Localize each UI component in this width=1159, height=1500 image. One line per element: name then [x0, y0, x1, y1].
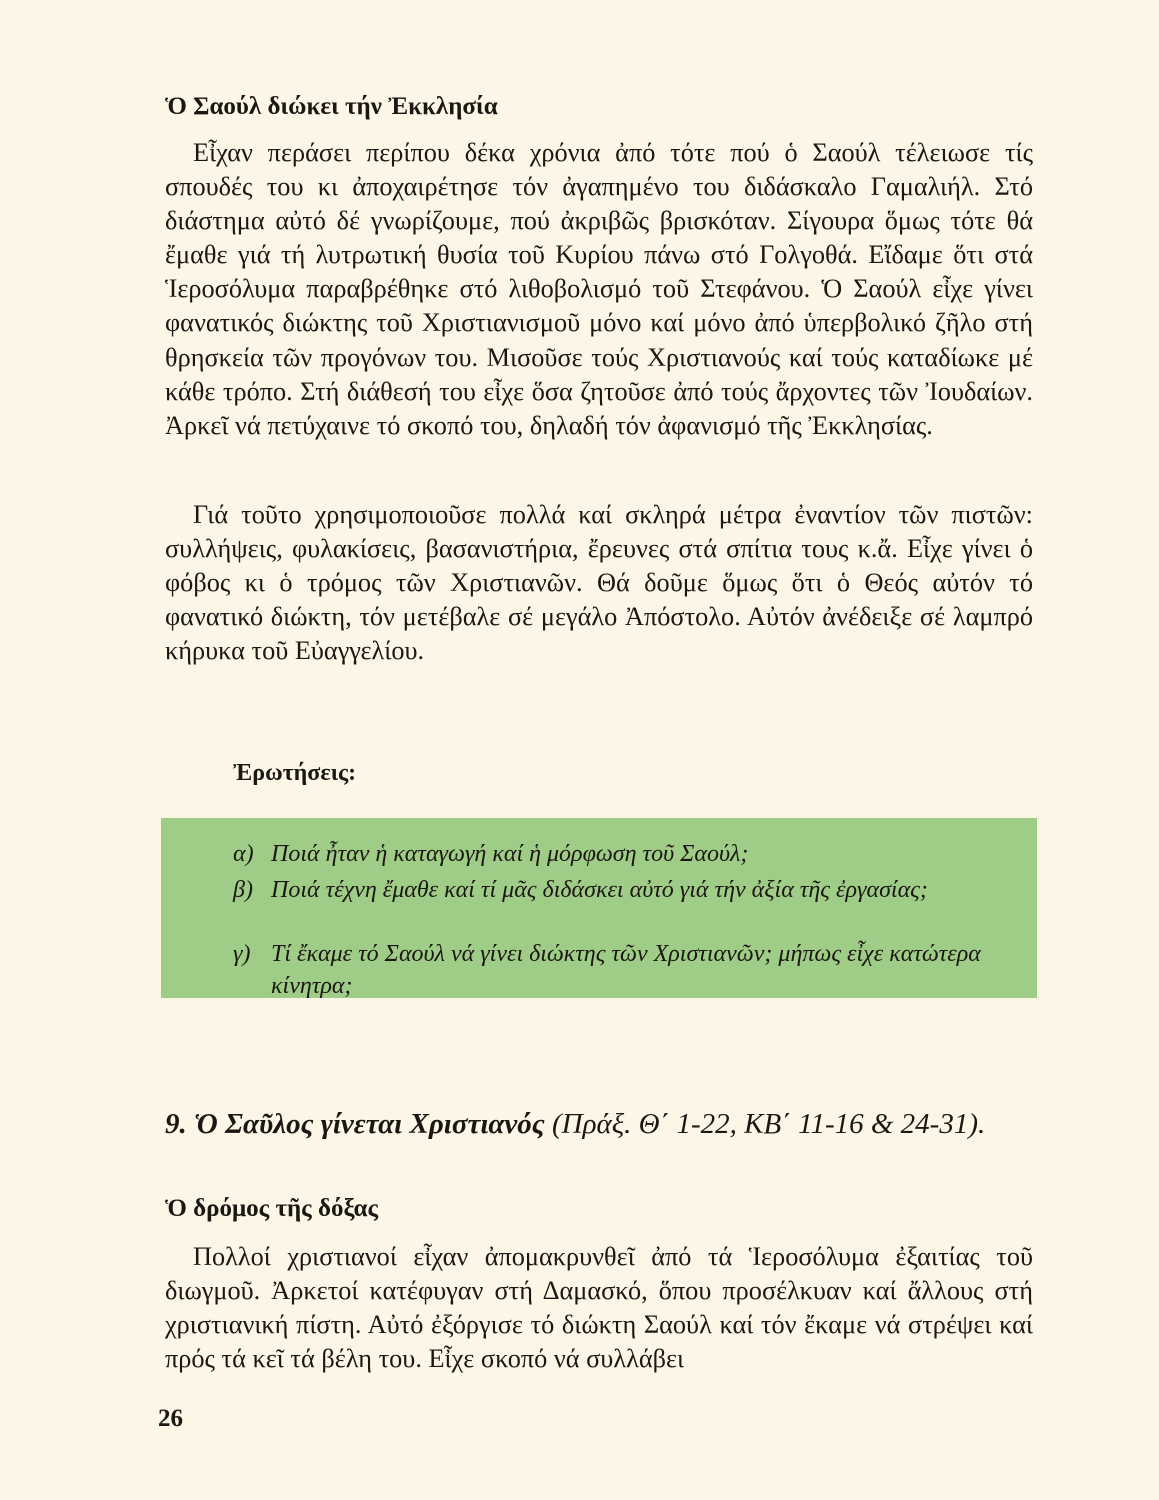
question-text: Ποιά ἦταν ἡ καταγωγή καί ἡ μόρφωση τοῦ Σαούλ;	[271, 841, 749, 867]
question-label: β)	[233, 877, 253, 903]
section-heading-persecution: Ὁ Σαούλ διώκει τήν Ἐκκλησία	[165, 93, 498, 120]
question-label: α)	[233, 841, 254, 867]
question-text: Ποιά τέχνη ἔμαθε καί τί μᾶς διδάσκει αὐτό γιά τήν ἀξία τῆς ἐργασίας;	[271, 877, 928, 903]
chapter-title: Ὁ Σαῦλος γίνεται Χριστιανός	[194, 1108, 545, 1140]
chapter-number: 9.	[165, 1108, 187, 1140]
page-number: 26	[158, 1405, 183, 1432]
question-text: Τί ἔκαμε τό Σαούλ νά γίνει διώκτης τῶν Χριστιανῶν; μήπως εἶχε κατώτερα κίνητρα;	[271, 941, 981, 999]
paragraph-3: Πολλοί χριστιανοί εἶχαν ἀπομακρυνθεῖ ἀπό τά Ἱεροσόλυμα ἐξαιτίας τοῦ διωγμοῦ. Ἀρκετοί κατέφυγαν στή Δαμασκό, ὅπου προσέλκυαν καί ἄλλους στή χριστιανική πίστη. Αὐτό ἐξόργισε τό διώκτη Σαούλ καί τόν ἔκαμε νά στρέψει καί πρός τά κεῖ τά βέλη του. Εἶχε σκοπό νά συλλάβει	[165, 1242, 1033, 1374]
paragraph-1: Εἶχαν περάσει περίπου δέκα χρόνια ἀπό τότε πού ὁ Σαούλ τέλειωσε τίς σπουδές του κι ἀποχαιρέτησε τόν ἀγαπημένο του διδάσκαλο Γαμαλιήλ. Στό διάστημα αὐτό δέ γνωρίζουμε, πού ἀκριβῶς βρισκόταν. Σίγουρα ὅμως τότε θά ἔμαθε γιά τή λυτρωτική θυσία τοῦ Κυρίου πάνω στό Γολγοθά. Εἴδαμε ὅτι στά Ἱεροσόλυμα παραβρέθηκε στό λιθοβολισμό τοῦ Στεφάνου. Ὁ Σαούλ εἶχε γίνει φανατικός διώκτης τοῦ Χριστιανισμοῦ μόνο καί μόνο ἀπό ὑπερβολικό ζῆλο στή θρησκεία τῶν προγόνων του. Μισοῦσε τούς Χριστιανούς καί τούς καταδίωκε μέ κάθε τρόπο. Στή διάθεσή του εἶχε ὅσα ζητοῦσε ἀπό τούς ἄρχοντες τῶν Ἰουδαίων. Ἀρκεῖ νά πετύχαινε τό σκοπό του, δηλαδή τόν ἀφανισμό τῆς Ἐκκλησίας.	[165, 138, 1033, 440]
section-heading-path-of-glory: Ὁ δρόμος τῆς δόξας	[165, 1195, 379, 1222]
question-b	[233, 874, 1003, 906]
chapter-heading	[165, 1106, 985, 1142]
paragraph-2: Γιά τοῦτο χρησιμοποιοῦσε πολλά καί σκληρά μέτρα ἐναντίον τῶν πιστῶν: συλλήψεις, φυλακίσεις, βασανιστήρια, ἔρευνες στά σπίτια τους κ.ἄ. Εἶχε γίνει ὁ φόβος κι ὁ τρόμος τῶν Χριστιανῶν. Θά δοῦμε ὅμως ὅτι ὁ Θεός αὐτόν τό φανατικό διώκτη, τόν μετέβαλε σέ μεγάλο Ἀπόστολο. Αὐτόν ἀνέδειξε σέ λαμπρό κήρυκα τοῦ Εὐαγγελίου.	[165, 500, 1033, 666]
questions-title: Ἐρωτήσεις:	[233, 760, 357, 786]
question-a	[233, 838, 1003, 870]
question-label: γ)	[233, 941, 251, 967]
chapter-reference: (Πράξ. Θ΄ 1-22, ΚΒ΄ 11-16 & 24-31).	[551, 1108, 986, 1140]
question-c	[233, 938, 1003, 1002]
